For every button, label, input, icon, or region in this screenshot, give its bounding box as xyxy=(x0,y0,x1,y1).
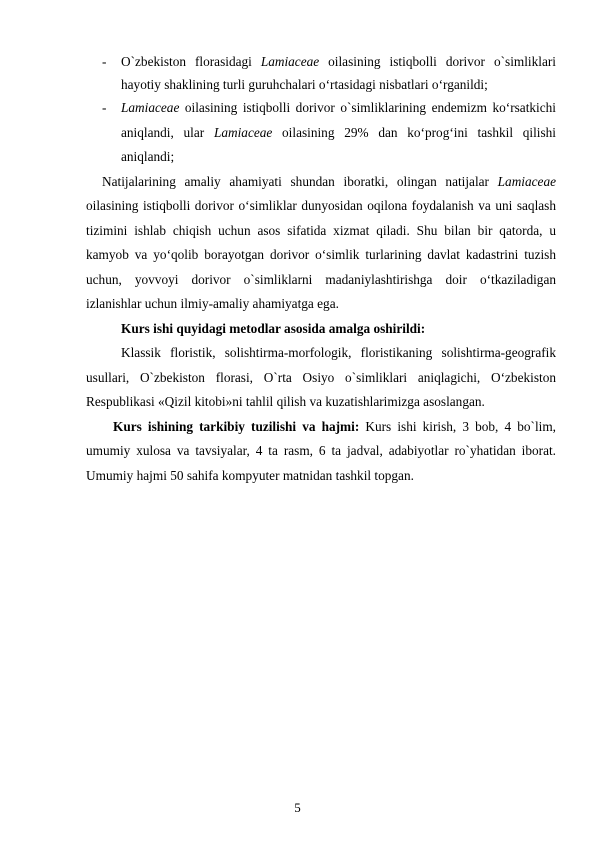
methods-heading: Kurs ishi quyidagi metodlar asosida amalga oshirildi: xyxy=(121,320,426,336)
taxon-name: Lamiaceae xyxy=(121,100,180,115)
paragraph-text: oilasining istiqbolli dorivor o‘simliklar dunyosidan oqilona foydalanish va uni saqlash tizimini ishlab chiqish uchun asos sifatida xizmat qiladi. Shu bilan bir qatorda, u kamyob va yo‘qolib borayotgan dorivor o‘simlik turlarining davlat kadastrini tuzish uchun, yovvoyi dorivor o`simliklarni madaniylashtirishga doir o‘tkaziladigan izlanishlar uchun ilmiy-amaliy ahamiyatga ega. xyxy=(86,198,556,311)
taxon-name: Lamiaceae xyxy=(213,124,273,140)
structure-label: Kurs ishining tarkibiy tuzilishi va hajmi: xyxy=(113,418,360,434)
list-dash: - xyxy=(102,54,107,69)
list-item xyxy=(86,96,556,170)
list-text: oilasining istiqbolli dorivor o`simliklarining endemizm ko‘rsatkichi aniqlandi, ular xyxy=(121,100,556,140)
page-number: 5 xyxy=(294,800,301,815)
paragraph-text: Kurs ishi kirish, 3 bob, 4 bo`lim, umumiy xulosa va tavsiyalar, 4 ta rasm, 6 ta jadval, adabiyotlar ro`yhatidan iborat. Umumiy hajmi 50 sahifa kompyuter matnidan tashkil topgan. xyxy=(86,418,557,483)
page-content xyxy=(86,50,556,488)
paragraph-structure xyxy=(86,415,556,489)
taxon-name: Lamiaceae xyxy=(260,54,320,69)
list-item xyxy=(86,50,556,96)
paragraph-methods: Klassik floristik, solishtirma-morfologik, floristikaning solishtirma-geografik usullari, O`zbekiston florasi, O`rta Osiyo o`simliklari aniqlagichi, O‘zbekiston Respublikasi «Qizil kitobi»ni tahlil qilish va kuzatishlarimizga asoslangan. xyxy=(86,345,556,409)
paragraph-text: Natijalarining amaliy ahamiyati shundan iboratki, olingan natijalar xyxy=(102,173,498,189)
list-text: oilasining istiqbolli dorivor o`simliklari hayotiy shaklining turli guruhchalari o‘rtasidagi nisbatlari o‘rganildi; xyxy=(121,54,556,92)
list-text: O`zbekiston florasidagi xyxy=(121,54,261,69)
paragraph-practical-significance xyxy=(86,170,556,317)
list-text: oilasining 29% dan ko‘prog‘ini tashkil qilishi aniqlandi; xyxy=(121,124,556,164)
list-dash: - xyxy=(102,100,107,115)
taxon-name: Lamiaceae xyxy=(497,173,556,189)
